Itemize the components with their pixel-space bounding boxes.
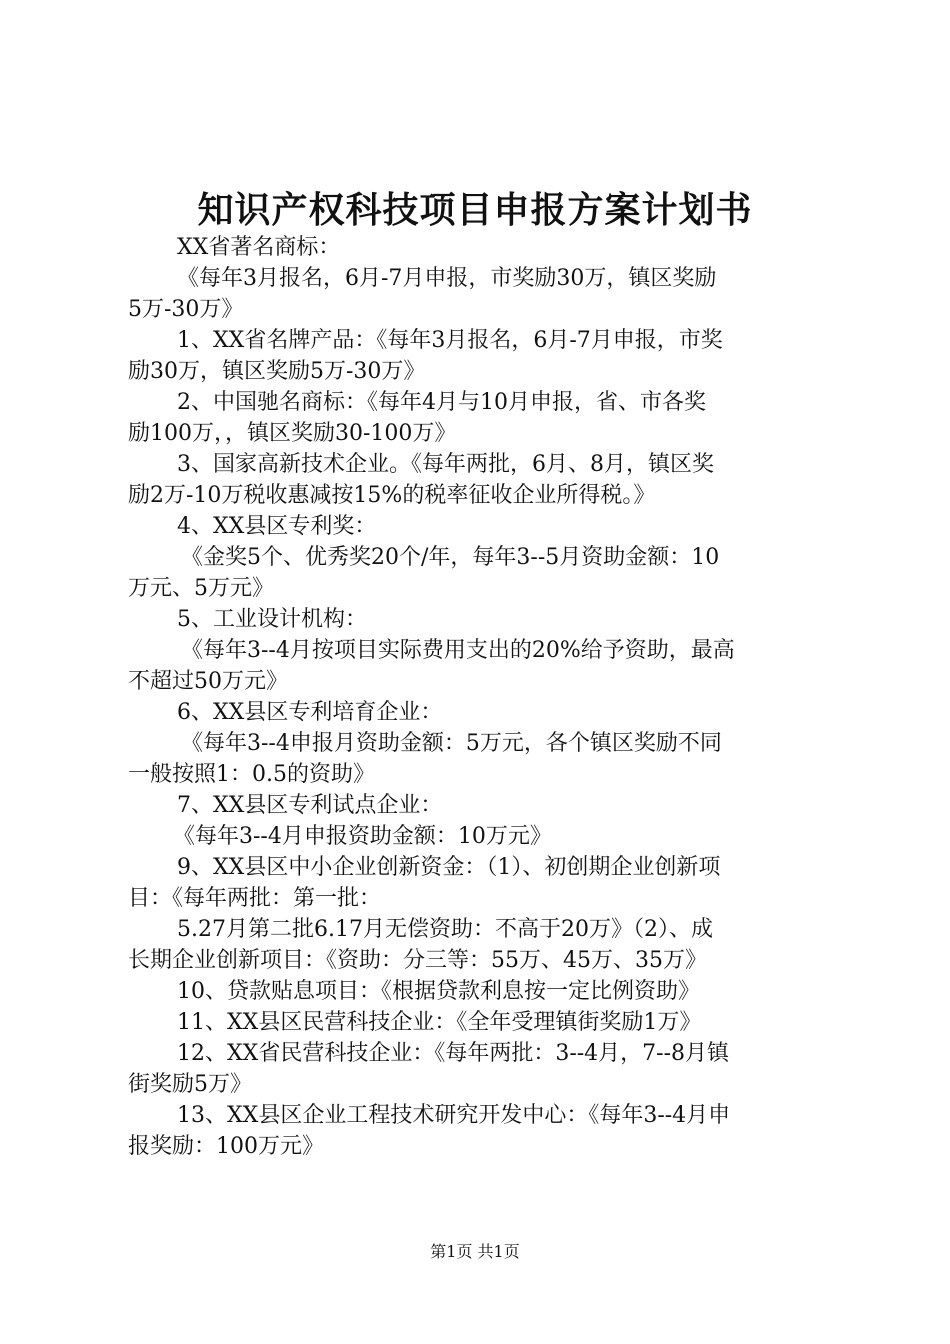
- paragraph-line: 3、国家高新技术企业。《每年两批，6月、8月，镇区奖: [177, 452, 714, 477]
- page-footer: 第1页 共1页: [430, 1242, 520, 1261]
- paragraph-line: 长期企业创新项目：《资助：分三等：55万、45万、35万》: [128, 948, 707, 973]
- paragraph-line: 1、XX省名牌产品：《每年3月报名，6月-7月申报，市奖: [177, 328, 723, 353]
- paragraph-line: 《每年3--4月按项目实际费用支出的20%给予资助，最高: [181, 638, 735, 663]
- paragraph-line: 12、XX省民营科技企业：《每年两批：3--4月，7--8月镇: [177, 1041, 730, 1066]
- paragraph-line: 目：《每年两批：第一批：: [128, 886, 382, 911]
- paragraph-line: 《每年3--4申报月资助金额：5万元，各个镇区奖励不同: [181, 731, 722, 756]
- paragraph-line: 5、工业设计机构：: [177, 607, 367, 632]
- paragraph-line: 4、XX县区专利奖：: [177, 514, 377, 539]
- paragraph-line: 5.27月第二批6.17月无偿资助：不高于20万》（2）、成: [177, 917, 713, 942]
- paragraph-line: 报奖励：100万元》: [128, 1134, 324, 1159]
- document-body: [128, 232, 833, 1162]
- paragraph-line: 5万-30万》: [128, 297, 244, 322]
- paragraph-line: 《每年3--4月申报资助金额：10万元》: [173, 824, 552, 849]
- paragraph-line: 《每年3月报名，6月-7月申报，市奖励30万，镇区奖励: [177, 266, 717, 291]
- paragraph-line: 励30万，镇区奖励5万-30万》: [128, 359, 426, 384]
- paragraph-line: 13、XX县区企业工程技术研究开发中心：《每年3--4月申: [177, 1103, 731, 1128]
- paragraph-line: 励2万-10万税收惠减按15%的税率征收企业所得税。》: [128, 483, 656, 508]
- paragraph-line: 励100万，，镇区奖励30-100万》: [128, 421, 457, 446]
- paragraph-line: XX省著名商标：: [177, 235, 341, 260]
- paragraph-line: 街奖励5万》: [128, 1072, 252, 1097]
- paragraph-line: 万元、5万元》: [128, 576, 274, 601]
- paragraph-line: 2、中国驰名商标：《每年4月与10月申报，省、市各奖: [177, 390, 706, 415]
- paragraph-line: 11、XX县区民营科技企业：《全年受理镇街奖励1万》: [177, 1010, 702, 1035]
- paragraph-line: 10、贷款贴息项目：《根据贷款利息按一定比例资助》: [177, 979, 700, 1004]
- paragraph-line: 《金奖5个、优秀奖20个/年，每年3--5月资助金额：10: [181, 545, 720, 570]
- document-title: 知识产权科技项目申报方案计划书: [197, 189, 753, 231]
- paragraph-line: 6、XX县区专利培育企业：: [177, 700, 443, 725]
- paragraph-line: 9、XX县区中小企业创新资金：（1）、初创期企业创新项: [177, 855, 721, 880]
- paragraph-line: 一般按照1：0.5的资助》: [128, 762, 375, 787]
- paragraph-line: 7、XX县区专利试点企业：: [177, 793, 443, 818]
- paragraph-line: 不超过50万元》: [128, 669, 288, 694]
